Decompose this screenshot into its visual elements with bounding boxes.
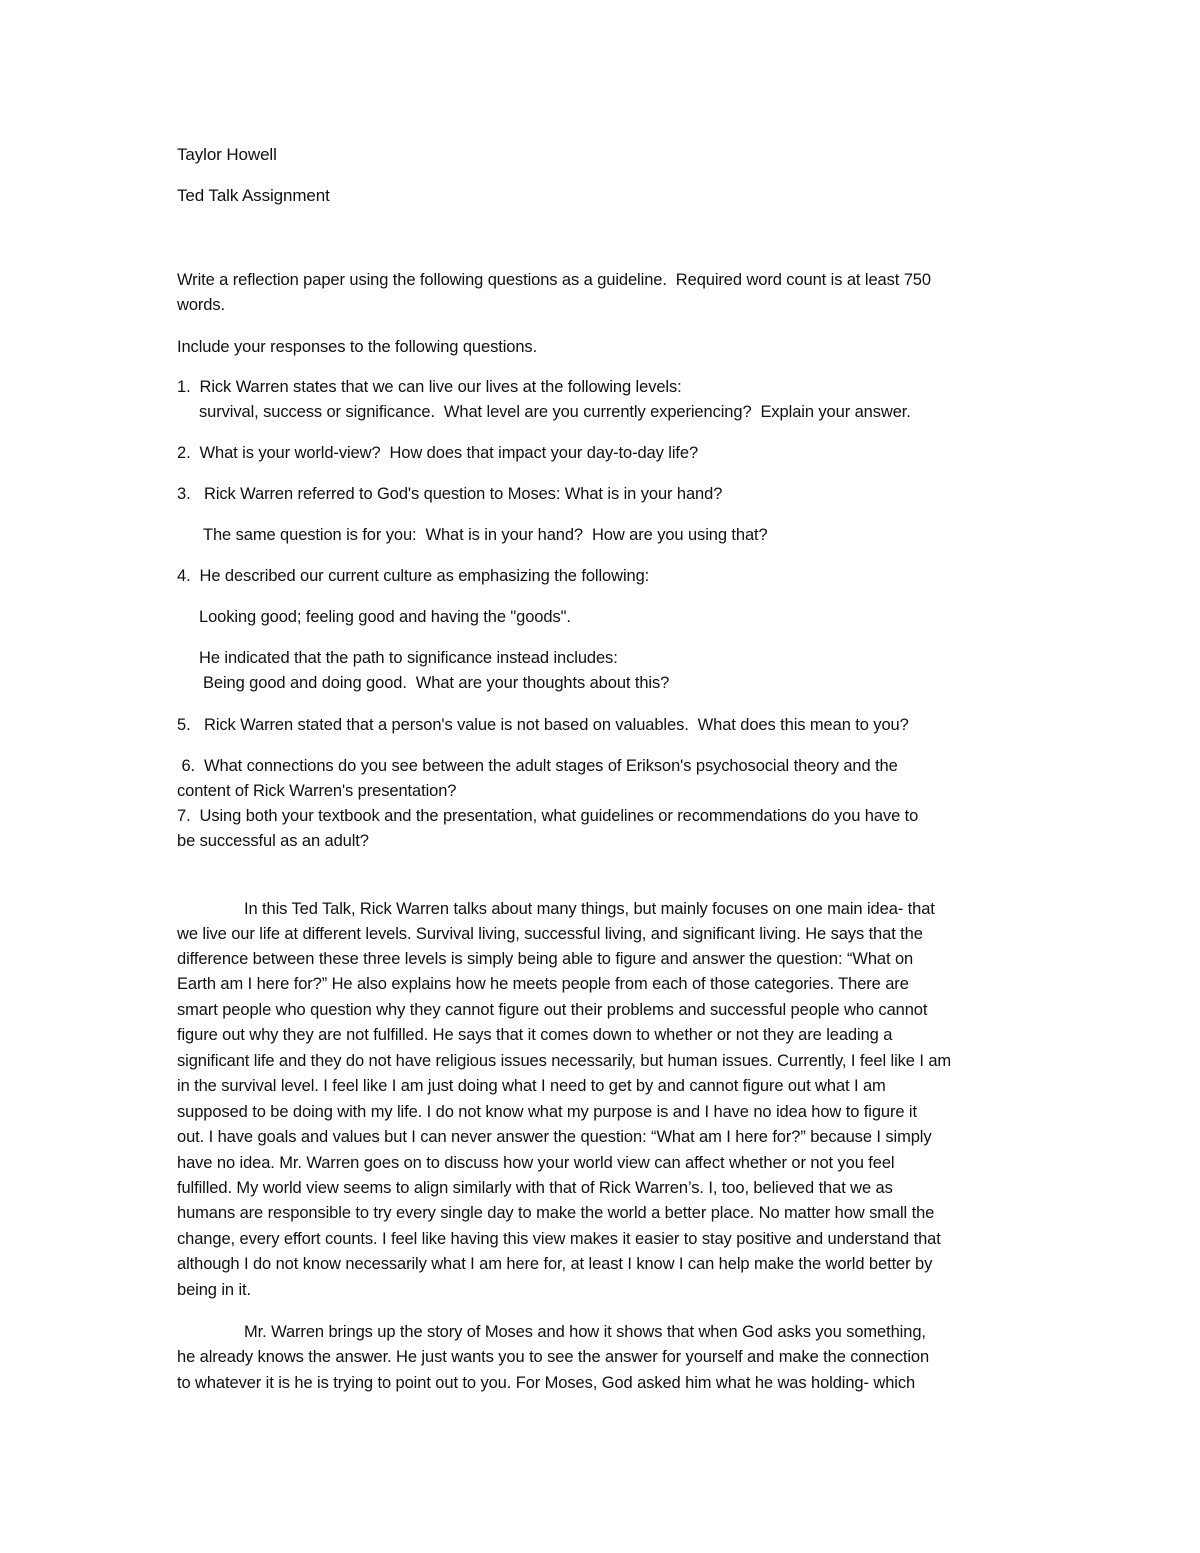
essay-p1-line: supposed to be doing with my life. I do not know what my purpose is and I have no idea how to figure it [177,1103,917,1121]
essay-p1-line: figure out why they are not fulfilled. He says that it comes down to whether or not they are leading a [177,1026,893,1044]
question-1-line-2: survival, success or significance. What level are you currently experiencing? Explain your answer. [199,403,911,421]
essay-p1-line: fulfilled. My world view seems to align similarly with that of Rick Warren’s. I, too, believed that we as [177,1179,893,1197]
essay-p2-line: Mr. Warren brings up the story of Moses and how it shows that when God asks you something, [244,1323,926,1341]
essay-p1-line: we live our life at different levels. Survival living, successful living, and significant living. He says that the [177,925,923,943]
question-4-line-2: Looking good; feeling good and having the "goods". [199,608,571,626]
essay-p1-line: humans are responsible to try every single day to make the world a better place. No matter how small the [177,1204,935,1222]
essay-p2-line: he already knows the answer. He just wants you to see the answer for yourself and make the connection [177,1348,930,1366]
question-7-line-2: be successful as an adult? [177,832,369,850]
essay-p1-line: in the survival level. I feel like I am just doing what I need to get by and cannot figure out what I am [177,1077,886,1095]
question-2: 2. What is your world-view? How does that impact your day-to-day life? [177,444,699,462]
question-7-line-1: 7. Using both your textbook and the presentation, what guidelines or recommendations do you have to [177,807,919,825]
question-5: 5. Rick Warren stated that a person's value is not based on valuables. What does this mean to you? [177,716,909,734]
include-responses-line: Include your responses to the following questions. [177,338,538,356]
question-4-line-1: 4. He described our current culture as emphasizing the following: [177,567,650,585]
assignment-title: Ted Talk Assignment [177,186,330,205]
essay-p1-line: smart people who question why they cannot figure out their problems and successful people who cannot [177,1001,928,1019]
essay-p1-line: out. I have goals and values but I can never answer the question: “What am I here for?” because I simply [177,1128,932,1146]
question-3-line-2: The same question is for you: What is in your hand? How are you using that? [203,526,768,544]
instructions-line-2: words. [177,296,225,314]
essay-p1-line: significant life and they do not have religious issues necessarily, but human issues. Currently, I feel like I am [177,1052,952,1070]
essay-p1-line: have no idea. Mr. Warren goes on to discuss how your world view can affect whether or not you feel [177,1154,895,1172]
question-6-line-1: 6. What connections do you see between the adult stages of Erikson's psychosocial theory and the [177,757,898,775]
question-1-line-1: 1. Rick Warren states that we can live our lives at the following levels: [177,378,682,396]
essay-p1-line: change, every effort counts. I feel like having this view makes it easier to stay positive and understand that [177,1230,941,1248]
question-3-line-1: 3. Rick Warren referred to God's question to Moses: What is in your hand? [177,485,723,503]
instructions-line-1: Write a reflection paper using the following questions as a guideline. Required word count is at least 750 [177,271,931,289]
author-name: Taylor Howell [177,145,277,164]
essay-p1-line: Earth am I here for?” He also explains how he meets people from each of those categories. There are [177,975,909,993]
question-6-line-2: content of Rick Warren's presentation? [177,782,457,800]
question-4-line-3: He indicated that the path to significance instead includes: [199,649,618,667]
essay-p1-line: difference between these three levels is simply being able to figure and answer the question: “What on [177,950,914,968]
question-4-line-4: Being good and doing good. What are your thoughts about this? [203,674,670,692]
essay-p2-line: to whatever it is he is trying to point out to you. For Moses, God asked him what he was holding- which [177,1374,916,1392]
essay-p1-line: being in it. [177,1281,252,1299]
essay-p1-line: although I do not know necessarily what I am here for, at least I know I can help make the world better by [177,1255,933,1273]
essay-p1-line: In this Ted Talk, Rick Warren talks about many things, but mainly focuses on one main idea- that [244,900,935,918]
